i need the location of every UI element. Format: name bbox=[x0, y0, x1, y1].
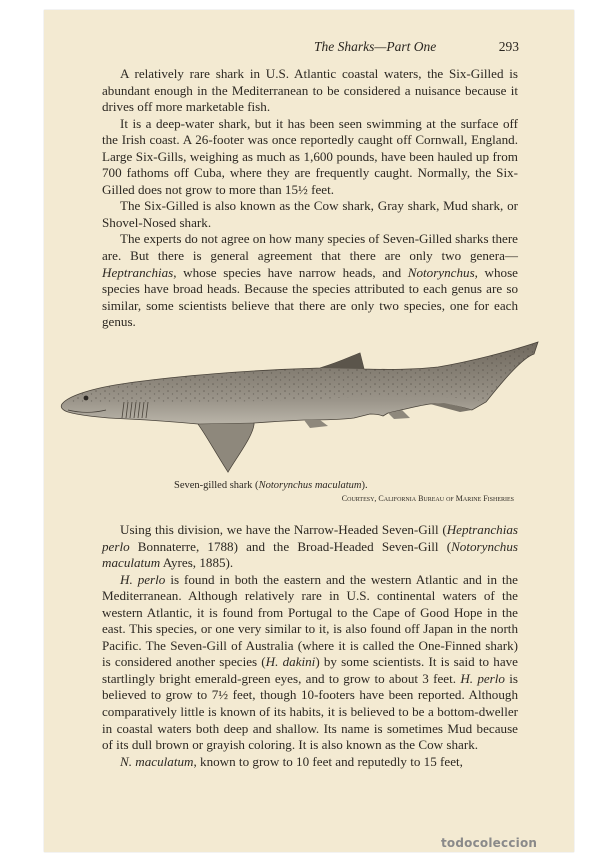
body-text-bottom bbox=[102, 522, 518, 770]
text-run: Ayres, 1885). bbox=[160, 555, 234, 571]
pelvic-fin bbox=[304, 420, 328, 428]
dorsal-fin bbox=[320, 353, 364, 369]
text-run: is found in both the eastern and the western Atlantic and in the Mediterranean. Although relatively rare in U.S. continental waters of the western Atlantic, it is found from Portugal to the Cape of Good Hope in the east. This species, or one very similar to it, is also found off Japan in the north Pacific. The Seven-Gill of Australia (where it is called the One-Finned shark) is considered another species ( bbox=[102, 571, 518, 670]
text-run: Using this division, we have the Narrow-Headed Seven-Gill ( bbox=[120, 522, 447, 537]
text-run: , known to grow to 10 feet and reputedly to 15 feet, bbox=[193, 753, 463, 769]
shark-eye bbox=[84, 396, 89, 401]
italic-run: Heptranchias bbox=[102, 264, 174, 280]
italic-run: Notorynchus bbox=[407, 264, 475, 280]
text-run: Bonnaterre, 1788) and the Broad-Headed Seven-Gill ( bbox=[129, 538, 452, 554]
page-number: 293 bbox=[498, 39, 519, 54]
watermark-logo: todocoleccion bbox=[441, 836, 538, 850]
paragraph bbox=[102, 198, 518, 231]
body-text-top bbox=[102, 66, 518, 331]
italic-run: Notorynchus maculatum bbox=[102, 538, 518, 571]
italic-run: H. dakini bbox=[265, 654, 316, 670]
running-title: The Sharks—Part One bbox=[314, 39, 437, 54]
running-head bbox=[314, 39, 519, 55]
pectoral-fin bbox=[198, 423, 254, 472]
paragraph bbox=[102, 754, 518, 771]
shark-illustration bbox=[58, 340, 548, 480]
italic-run: H. perlo bbox=[120, 571, 166, 587]
text-run: It is a deep-water shark, but it has been seen swimming at the surface off the Irish coast. A 26-footer was once reportedly caught off Cornwall, England. Large Six-Gills, weighing as much as 1,600 pounds, have been hauled up from 700 fathoms off Cuba, where they are frequently caught. Normally, the Six-Gilled does not grow to more than 15½ feet. bbox=[102, 115, 518, 197]
text-run: , whose species have narrow heads, and bbox=[173, 264, 408, 280]
paragraph bbox=[102, 66, 518, 116]
text-run: , whose species have broad heads. Because the species attributed to each genus are so similar, some scientists believe that there are only two species, one for each genus. bbox=[102, 264, 518, 330]
paragraph bbox=[102, 572, 518, 754]
text-run: The Six-Gilled is also known as the Cow shark, Gray shark, Mud shark, or Shovel-Nosed shark. bbox=[102, 198, 518, 230]
paragraph bbox=[102, 231, 518, 330]
italic-run: Heptranchias perlo bbox=[102, 522, 518, 554]
text-run: The experts do not agree on how many species of Seven-Gilled sharks there are. But there is general agreement that there are only two genera— bbox=[102, 231, 518, 264]
italic-run: H. perlo bbox=[460, 670, 505, 686]
book-page bbox=[44, 10, 574, 852]
text-run: ) by some scientists. It is said to have startlingly bright emerald-green eyes, and to grow to about 3 feet. bbox=[102, 654, 518, 686]
italic-run: N. maculatum bbox=[120, 753, 194, 769]
figure-credit: Courtesy, California Bureau of Marine Fisheries bbox=[341, 494, 514, 503]
figure-caption: Seven-gilled shark (Notorynchus maculatum). bbox=[174, 480, 368, 491]
text-run: is believed to grow to 7½ feet, though 10-footers have been reported. Although comparatively little is known of its habits, it is believed to be a bottom-dweller in coastal waters both deep and shallow. Its name is sometimes Mud because of its dull brown or grayish coloring. It is also known as the Cow shark. bbox=[102, 670, 518, 753]
paragraph bbox=[102, 522, 518, 572]
paragraph bbox=[102, 116, 518, 199]
seven-gilled-shark-drawing bbox=[58, 340, 548, 480]
text-run: A relatively rare shark in U.S. Atlantic coastal waters, the Six-Gilled is abundant enough in the Mediterranean to be considered a nuisance because it drives off more marketable fish. bbox=[102, 66, 518, 115]
shark-spots bbox=[62, 342, 538, 404]
